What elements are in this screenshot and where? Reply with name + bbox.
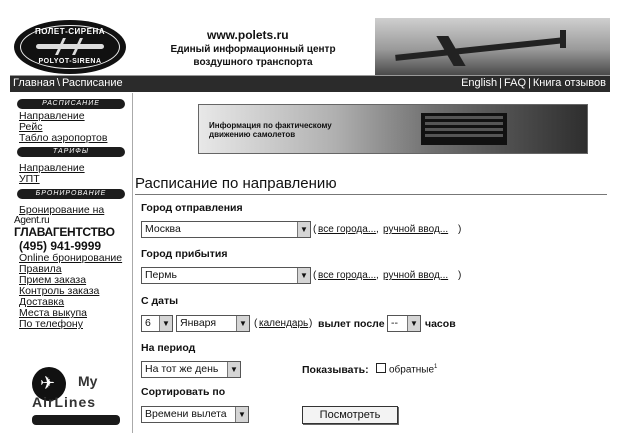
sidebar-link-flight[interactable]: Рейс — [19, 121, 43, 133]
paren-close: ) — [309, 318, 313, 329]
paren-separator: , — [376, 224, 379, 235]
page-title: Расписание по направлению — [135, 176, 607, 195]
sidebar-link-rules[interactable]: Правила — [19, 263, 62, 275]
sidebar-section-schedule: РАСПИСАНИЕ — [17, 99, 125, 109]
globe-plane-icon: ✈ — [32, 367, 66, 401]
arrival-city-value: Пермь — [145, 269, 177, 281]
sidebar-section-booking: БРОНИРОВАНИЕ — [17, 189, 125, 199]
faq-link[interactable]: FAQ — [504, 77, 527, 89]
airplane-tail — [560, 30, 566, 48]
departure-board-image — [421, 113, 507, 145]
top-links: English | FAQ | Книга отзывов — [461, 77, 606, 89]
show-label: Показывать: — [302, 364, 369, 376]
logo[interactable] — [14, 20, 126, 74]
chevron-down-icon: ▼ — [297, 268, 310, 283]
hours-label: часов — [425, 318, 456, 330]
agency-brand-prefix: Agent.ru — [14, 215, 50, 226]
breadcrumb-home[interactable]: Главная — [13, 77, 55, 89]
myairlines-bar — [32, 415, 120, 425]
departure-all-cities-link[interactable]: все города... — [318, 224, 377, 235]
sort-select[interactable] — [141, 406, 249, 423]
chevron-down-icon: ▼ — [235, 407, 248, 422]
day-value: 6 — [145, 317, 151, 329]
day-select[interactable] — [141, 315, 173, 332]
paren-open: ( — [313, 270, 317, 281]
breadcrumb-schedule[interactable]: Расписание — [61, 77, 123, 89]
sidebar-link-booking[interactable]: Бронирование на — [19, 204, 105, 216]
agency-brand-name: ГЛАВАГЕНТСТВО — [14, 225, 115, 239]
flight-info-banner[interactable] — [198, 104, 588, 154]
paren-separator: , — [376, 270, 379, 281]
arrival-city-label: Город прибытия — [141, 248, 228, 260]
sidebar-link-online-booking[interactable]: Online бронирование — [19, 252, 123, 264]
period-select[interactable] — [141, 361, 241, 378]
sidebar — [10, 93, 133, 433]
logo-bottom-text: POLYOT-SIRENA — [38, 58, 102, 65]
sidebar-section-tariffs: ТАРИФЫ — [17, 147, 125, 157]
from-date-label: С даты — [141, 295, 179, 307]
myairlines-word-my: My — [78, 373, 98, 389]
arrival-manual-input-link[interactable]: ручной ввод... — [383, 270, 449, 281]
departure-after-label: вылет после — [318, 318, 385, 330]
myairlines-word-airlines: AirLines — [32, 394, 97, 410]
period-label: На период — [141, 342, 196, 354]
sidebar-link-tariff-direction[interactable]: Направление — [19, 162, 85, 174]
return-flights-label — [389, 364, 437, 375]
breadcrumb: Главная \ Расписание — [13, 77, 123, 89]
sidebar-link-order-control[interactable]: Контроль заказа — [19, 285, 100, 297]
paren-open: ( — [254, 318, 258, 329]
logo-top-text: ПОЛЕТ-СИРЕНА — [34, 27, 106, 36]
return-footnote: 1 — [434, 364, 438, 370]
top-nav-bar — [10, 76, 610, 92]
sidebar-link-by-phone[interactable]: По телефону — [19, 318, 83, 330]
calendar-link[interactable]: календарь — [259, 318, 309, 329]
hour-select[interactable] — [387, 315, 421, 332]
chevron-down-icon: ▼ — [236, 316, 249, 331]
banner-text: Информация по фактическому движению самолетов — [209, 121, 332, 139]
view-button[interactable]: Посмотреть — [302, 406, 398, 424]
departure-city-label: Город отправления — [141, 202, 243, 214]
arrival-all-cities-link[interactable]: все города... — [318, 270, 377, 281]
month-select[interactable] — [176, 315, 250, 332]
departure-manual-input-link[interactable]: ручной ввод... — [383, 224, 449, 235]
myairlines-logo[interactable] — [30, 359, 122, 429]
arrival-city-select[interactable] — [141, 267, 311, 284]
chevron-down-icon: ▼ — [227, 362, 240, 377]
sort-value: Времени вылета — [145, 408, 227, 420]
departure-city-value: Москва — [145, 223, 181, 235]
sidebar-link-airport-board[interactable]: Табло аэропортов — [19, 132, 108, 144]
airplane-fuselage — [395, 37, 565, 61]
paren-close: ) — [458, 270, 462, 281]
site-header — [10, 18, 610, 76]
chevron-down-icon: ▼ — [297, 222, 310, 237]
guestbook-link[interactable]: Книга отзывов — [532, 77, 606, 89]
paren-close: ) — [458, 224, 462, 235]
hour-value: -- — [391, 317, 398, 329]
chevron-down-icon: ▼ — [159, 316, 172, 331]
paren-open: ( — [313, 224, 317, 235]
english-link[interactable]: English — [461, 77, 498, 89]
sort-label: Сортировать по — [141, 386, 226, 398]
sidebar-link-upt[interactable]: УПТ — [19, 173, 40, 185]
sidebar-link-order-intake[interactable]: Прием заказа — [19, 274, 87, 286]
month-value: Января — [180, 317, 217, 329]
departure-city-select[interactable] — [141, 221, 311, 238]
sidebar-link-delivery[interactable]: Доставка — [19, 296, 65, 308]
agency-brand[interactable] — [14, 216, 132, 239]
header-airplane-photo — [375, 18, 610, 75]
site-tagline: Единый информационный центр воздушного транспорта — [170, 44, 336, 68]
chevron-down-icon: ▼ — [407, 316, 420, 331]
sidebar-link-direction[interactable]: Направление — [19, 110, 85, 122]
sidebar-link-pickup-places[interactable]: Места выкупа — [19, 307, 88, 319]
return-flights-checkbox[interactable] — [376, 363, 386, 373]
return-flights-label-text: обратные — [389, 364, 435, 376]
site-url: www.polets.ru — [207, 28, 289, 42]
period-value: На тот же день — [145, 363, 219, 375]
agency-phone: (495) 941-9999 — [19, 239, 102, 253]
